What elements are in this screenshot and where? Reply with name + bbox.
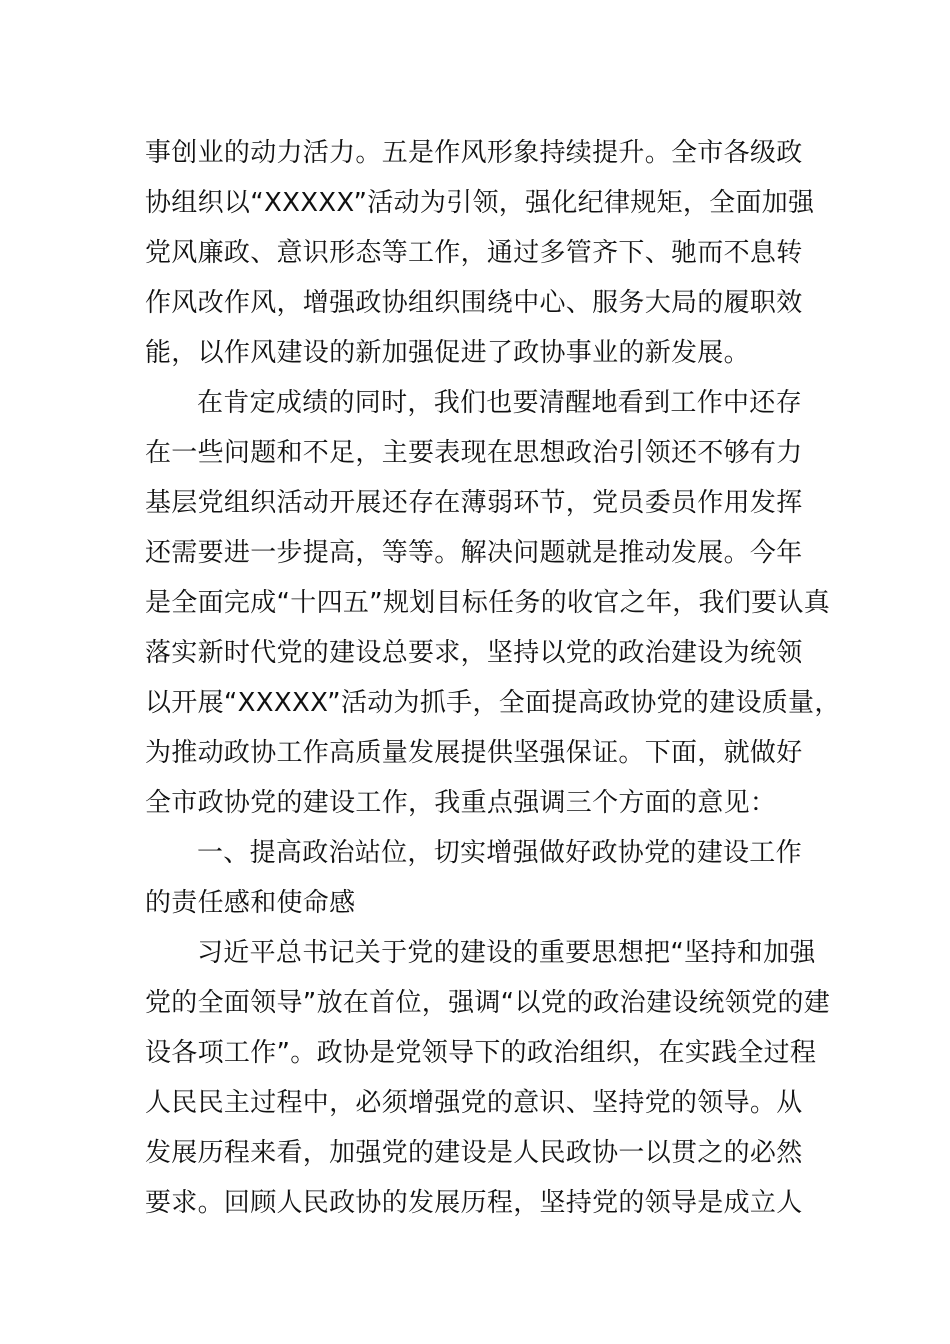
text-line: 在一些问题和不足，主要表现在思想政治引领还不够有力	[145, 438, 803, 468]
text-line: 党的全面领导”放在首位，强调“以党的政治建设统领党的建	[145, 988, 831, 1018]
section-heading-continuation: 的责任感和使命感	[145, 888, 356, 918]
text-line: 设各项工作”。政协是党领导下的政治组织，在实践全过程	[145, 1038, 817, 1068]
text-line: 落实新时代党的建设总要求，坚持以党的政治建设为统领	[145, 638, 803, 668]
text-line: 是全面完成“十四五”规划目标任务的收官之年，我们要认真	[145, 588, 831, 618]
text-line: 协组织以“XXXXX”活动为引领，强化纪律规矩，全面加强	[145, 188, 815, 218]
text-line: 还需要进一步提高，等等。解决问题就是推动发展。今年	[145, 538, 803, 568]
text-line: 以开展“XXXXX”活动为抓手，全面提高政协党的建设质量，	[145, 688, 841, 718]
body-text	[145, 128, 845, 1228]
text-line: 作风改作风，增强政协组织围绕中心、服务大局的履职效	[145, 288, 803, 318]
paragraph-start-line: 习近平总书记关于党的建设的重要思想把“坚持和加强	[197, 938, 816, 968]
section-heading: 一、提高政治站位，切实增强做好政协党的建设工作	[197, 838, 802, 868]
text-line: 事创业的动力活力。五是作风形象持续提升。全市各级政	[145, 138, 803, 168]
text-line: 党风廉政、意识形态等工作，通过多管齐下、驰而不息转	[145, 238, 803, 268]
text-line: 发展历程来看，加强党的建设是人民政协一以贯之的必然	[145, 1138, 803, 1168]
text-line: 要求。回顾人民政协的发展历程，坚持党的领导是成立人	[145, 1188, 803, 1218]
paragraph-start-line: 在肯定成绩的同时，我们也要清醒地看到工作中还存	[197, 388, 802, 418]
text-line: 人民民主过程中，必须增强党的意识、坚持党的领导。从	[145, 1088, 803, 1118]
text-line: 为推动政协工作高质量发展提供坚强保证。下面，就做好	[145, 738, 803, 768]
text-line: 基层党组织活动开展还存在薄弱环节，党员委员作用发挥	[145, 488, 803, 518]
text-line: 全市政协党的建设工作，我重点强调三个方面的意见：	[145, 788, 777, 818]
text-line: 能，以作风建设的新加强促进了政协事业的新发展。	[145, 338, 750, 368]
